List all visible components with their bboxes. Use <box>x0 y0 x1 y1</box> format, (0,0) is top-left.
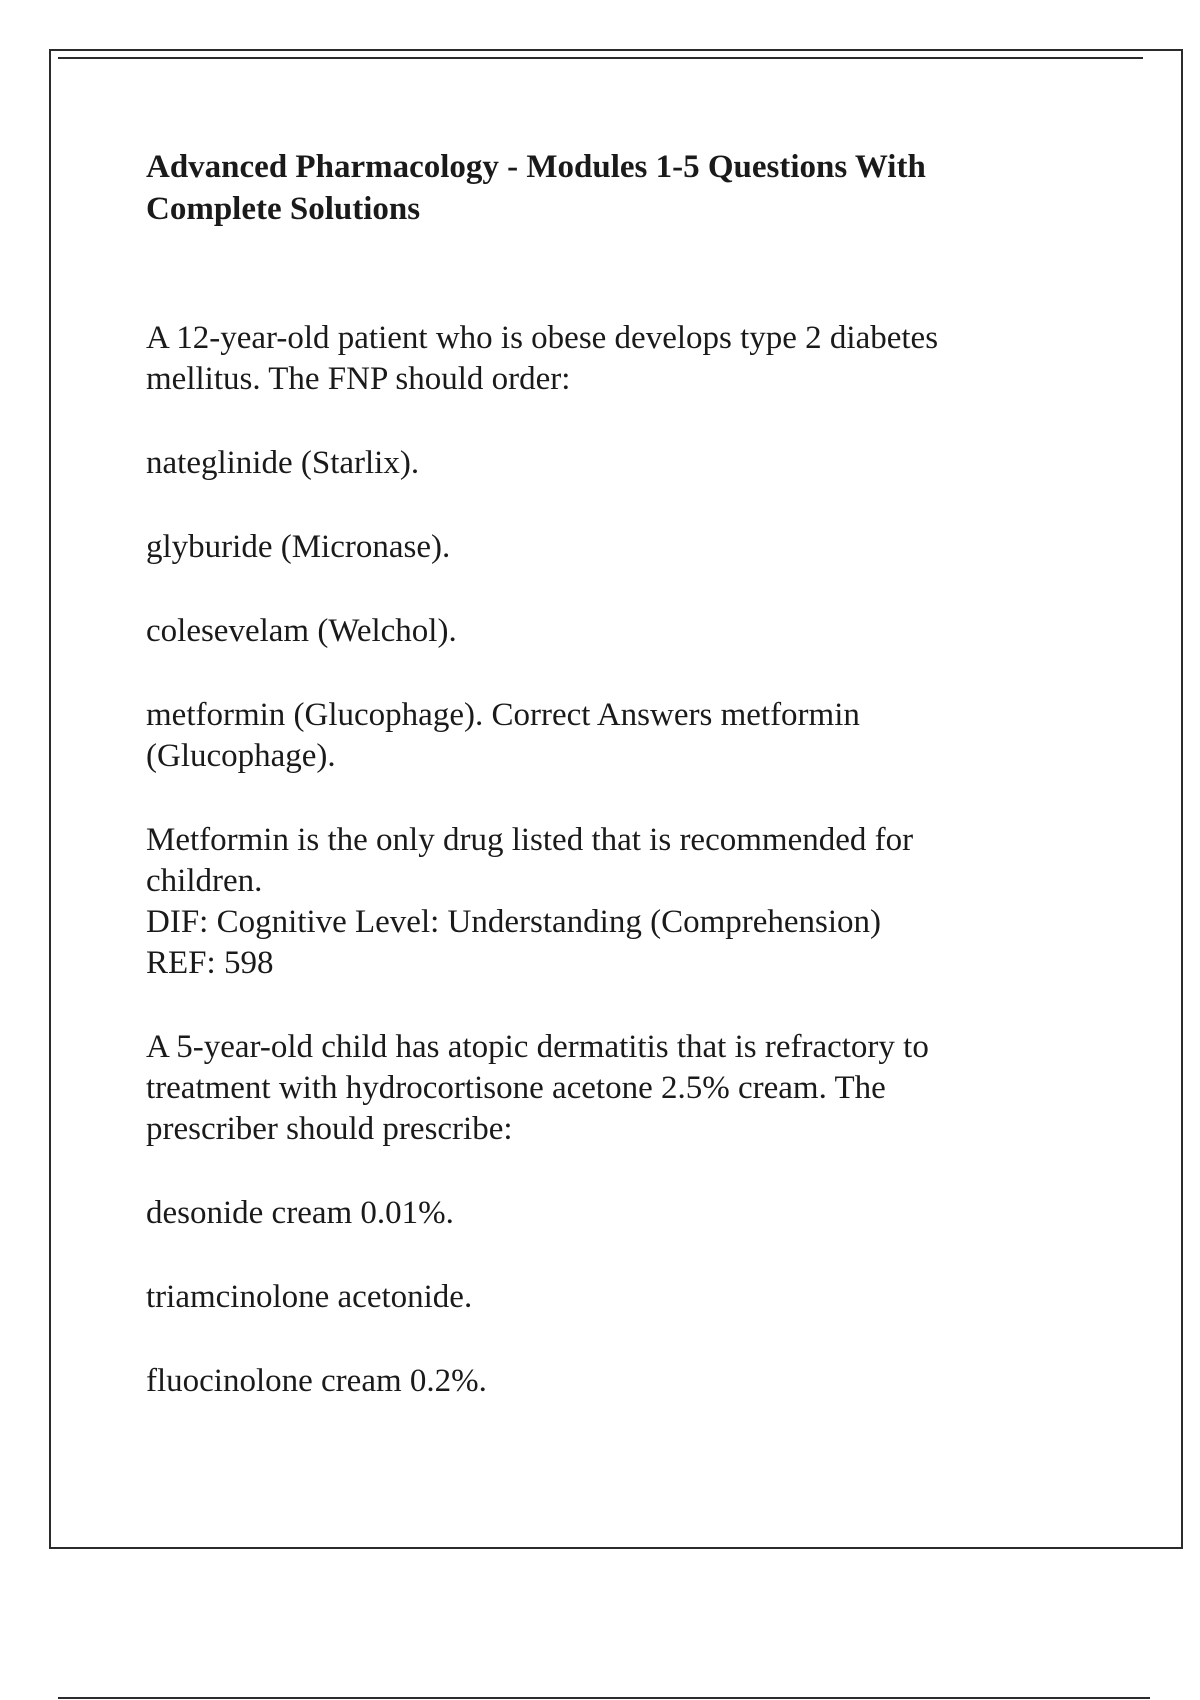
document-title: Advanced Pharmacology - Modules 1-5 Questions With Complete Solutions <box>146 149 926 227</box>
question-1-stem <box>146 318 1046 400</box>
question-1-rationale-line: Metformin is the only drug listed that is recommended for <box>146 822 914 858</box>
question-1-answer-line: (Glucophage). <box>146 738 336 774</box>
question-1-option: nateglinide (Starlix). <box>146 445 420 481</box>
question-1-dif: DIF: Cognitive Level: Understanding (Comprehension) <box>146 904 882 940</box>
question-1-ref: REF: 598 <box>146 945 274 981</box>
top-rule <box>58 57 1143 59</box>
question-1-rationale-line: children. <box>146 863 263 899</box>
question-2-stem-line: A 5-year-old child has atopic dermatitis that is refractory to <box>146 1029 929 1065</box>
question-2-option: fluocinolone cream 0.2%. <box>146 1363 487 1399</box>
question-2-option: triamcinolone acetonide. <box>146 1279 473 1315</box>
question-1-answer <box>146 695 1046 777</box>
question-1-answer-line: metformin (Glucophage). Correct Answers metformin <box>146 697 860 733</box>
question-2-stem-line: treatment with hydrocortisone acetone 2.5% cream. The <box>146 1070 886 1106</box>
document-body <box>146 146 1046 1402</box>
question-1-stem-line: mellitus. The FNP should order: <box>146 361 571 397</box>
bottom-rule <box>58 1697 1150 1699</box>
question-1-option: colesevelam (Welchol). <box>146 613 457 649</box>
question-1-option: glyburide (Micronase). <box>146 529 451 565</box>
question-1-rationale <box>146 820 1046 984</box>
question-2-stem <box>146 1027 1046 1150</box>
question-2-option: desonide cream 0.01%. <box>146 1195 454 1231</box>
question-1-stem-line: A 12-year-old patient who is obese develops type 2 diabetes <box>146 320 939 356</box>
question-2-stem-line: prescriber should prescribe: <box>146 1111 513 1147</box>
